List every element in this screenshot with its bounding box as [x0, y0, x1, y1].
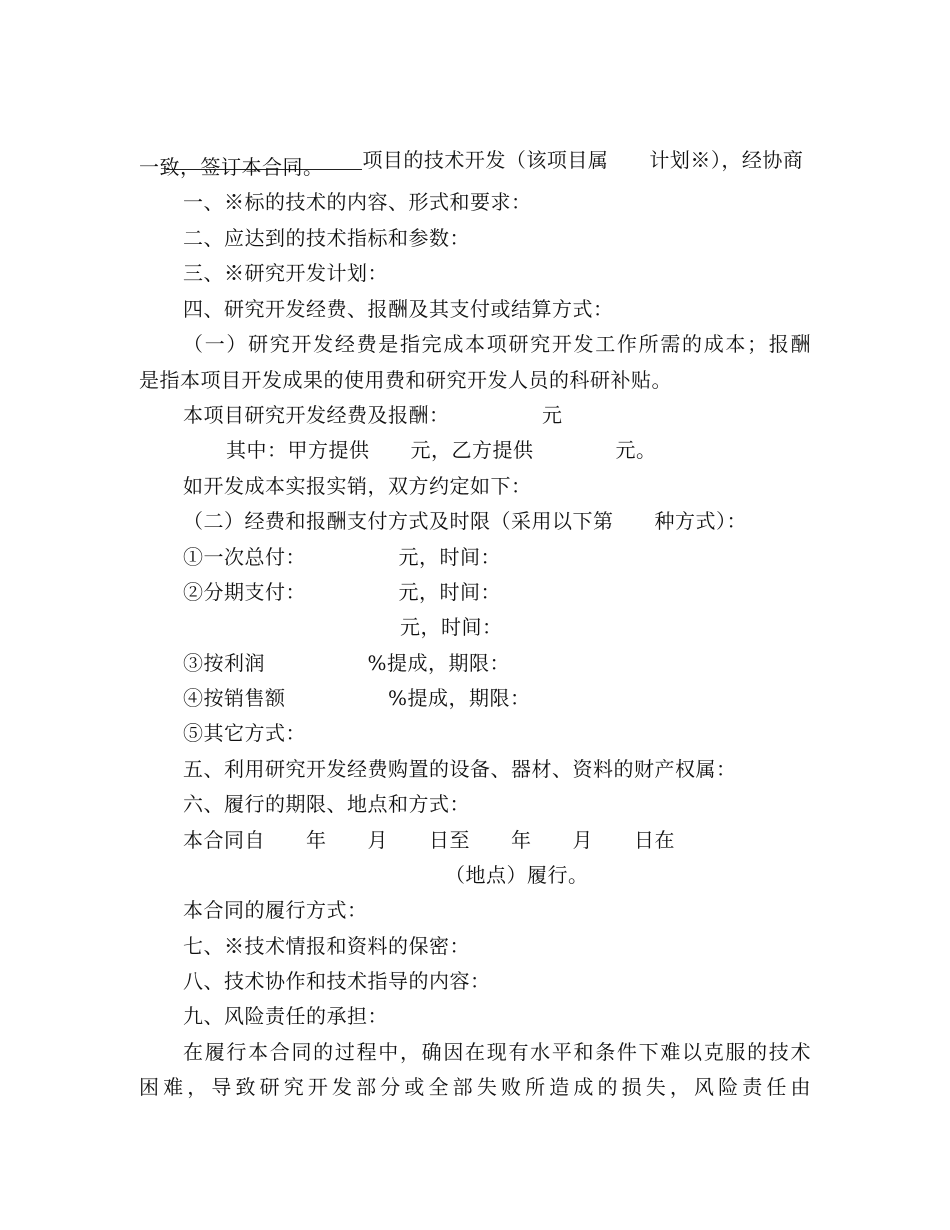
payment-option-3: ③按利润 %提成，期限： [183, 651, 511, 675]
payment-option-2-installment: 元，时间： [400, 615, 503, 639]
payment-option-1: ①一次总付： 元，时间： [183, 545, 501, 569]
performance-period-line: 本合同自 年 月 日至 年 月 日在 [183, 828, 675, 852]
intro-line-2: 一致，签订本合同。 [139, 155, 324, 179]
performance-place-line: （地点）履行。 [445, 863, 589, 887]
payment-option-5: ⑤其它方式： [183, 721, 306, 745]
payment-option-2: ②分期支付： 元，时间： [183, 580, 501, 604]
section-4-1-line-2: 是指本项目开发成果的使用费和研究开发人员的科研补贴。 [139, 368, 672, 392]
risk-paragraph-line-1: 在履行本合同的过程中，确因在现有水平和条件下难以克服的技术 [183, 1040, 811, 1064]
section-4-2-heading: （二）经费和报酬支付方式及时限（采用以下第 种方式）： [183, 509, 747, 533]
section-8-heading: 八、技术协作和技术指导的内容： [183, 969, 491, 993]
section-9-heading: 九、风险责任的承担： [183, 1004, 388, 1028]
section-6-heading: 六、履行的期限、地点和方式： [183, 792, 470, 816]
section-5-heading: 五、利用研究开发经费购置的设备、器材、资料的财产权属： [183, 757, 737, 781]
fee-split-line: 其中：甲方提供 元，乙方提供 元。 [226, 438, 657, 462]
section-2-heading: 二、应达到的技术指标和参数： [183, 226, 470, 250]
section-7-heading: 七、※技术情报和资料的保密： [183, 934, 470, 958]
risk-paragraph-line-2: 困难，导致研究开发部分或全部失败所造成的损失，风险责任由 [139, 1075, 811, 1099]
section-1-heading: 一、※标的技术的内容、形式和要求： [183, 190, 532, 214]
payment-option-4: ④按销售额 %提成，期限： [183, 686, 531, 710]
fee-total-line: 本项目研究开发经费及报酬： 元 [183, 403, 563, 427]
performance-method-line: 本合同的履行方式： [183, 898, 368, 922]
section-3-heading: 三、※研究开发计划： [183, 261, 388, 285]
actual-cost-line: 如开发成本实报实销，双方约定如下： [183, 474, 532, 498]
section-4-1-line-1: （一）研究开发经费是指完成本项研究开发工作所需的成本；报酬 [183, 332, 811, 356]
intro-line-1-text: 项目的技术开发（该项目属 计划※），经协商 [362, 148, 804, 172]
section-4-heading: 四、研究开发经费、报酬及其支付或结算方式： [183, 297, 614, 321]
